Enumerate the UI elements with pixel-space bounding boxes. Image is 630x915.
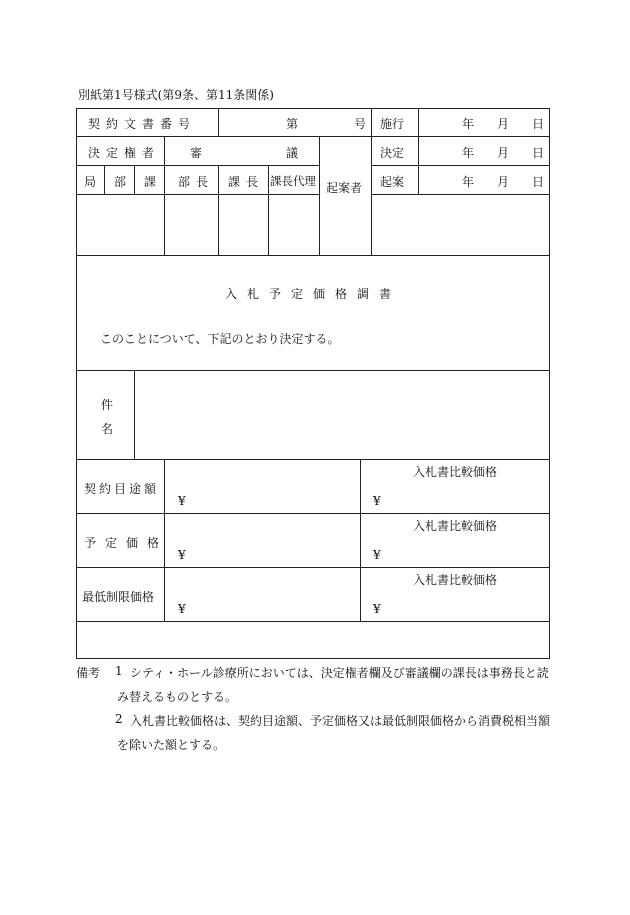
line-h3b xyxy=(371,194,550,195)
decision-sentence: このことについて、下記のとおり決定する。 xyxy=(100,332,340,346)
form-title: 別紙第1号様式(第9条、第11条関係) xyxy=(78,88,274,102)
kian-month: 月 xyxy=(497,175,510,189)
line-h9 xyxy=(76,621,550,622)
note-num-1: 1 xyxy=(115,664,123,678)
line-v-price-mid xyxy=(360,459,361,622)
kian-day: 日 xyxy=(532,175,545,189)
price-row-label-1: 契約目途額 xyxy=(84,482,160,496)
shiko-month: 月 xyxy=(497,117,510,131)
kettei-year: 年 xyxy=(462,146,475,160)
line-v-kiansha xyxy=(319,136,320,256)
line-h4 xyxy=(76,255,550,256)
line-v-shingi xyxy=(164,136,165,256)
ken-label: 件 xyxy=(101,398,114,412)
border-bottom xyxy=(76,658,550,659)
kiansha-label: 起案者 xyxy=(326,181,363,195)
shin-label: 審 xyxy=(190,146,203,160)
note-text-1b: み替えるものとする。 xyxy=(117,690,238,704)
kacho-label: 課長 xyxy=(228,175,265,189)
doc-heading: 入札予定価格調書 xyxy=(224,287,401,301)
line-h7 xyxy=(76,513,550,514)
kyoku-label: 局 xyxy=(84,175,97,189)
note-text-2b: を除いた額とする。 xyxy=(117,738,226,752)
dai-label: 第 xyxy=(286,117,299,131)
price-row-compare-label-3: 入札書比較価格 xyxy=(413,573,498,587)
price-row-yen-right-3: ¥ xyxy=(373,602,381,616)
bucho-label: 部長 xyxy=(178,175,215,189)
border-top xyxy=(76,108,550,109)
note-text-2a: 入札書比較価格は、契約目途額、予定価格又は最低制限価格から消費税相当額 xyxy=(130,714,551,728)
kettei-label: 決定 xyxy=(380,146,405,160)
note-num-2: 2 xyxy=(115,712,123,726)
line-v-bu xyxy=(134,165,135,195)
kian-label: 起案 xyxy=(380,175,405,189)
line-v-kyoku xyxy=(104,165,105,195)
note-text-1a: シティ・ホール診療所においては、決定権者欄及び審議欄の課長は事務長と読 xyxy=(130,666,549,680)
line-h2a xyxy=(76,165,319,166)
kian-year: 年 xyxy=(462,175,475,189)
line-h8 xyxy=(76,567,550,568)
kettei-day: 日 xyxy=(532,146,545,160)
border-left xyxy=(76,108,77,659)
price-row-label-3: 最低制限価格 xyxy=(82,590,155,604)
gou-label: 号 xyxy=(354,117,367,131)
line-h5 xyxy=(76,370,550,371)
line-v-kacho xyxy=(268,165,269,256)
line-h6 xyxy=(76,459,550,460)
contract-doc-no-label: 契約文書番号 xyxy=(88,117,197,131)
kettei-month: 月 xyxy=(497,146,510,160)
price-row-yen-left-3: ¥ xyxy=(178,602,186,616)
price-row-yen-right-1: ¥ xyxy=(373,494,381,508)
mei-label: 名 xyxy=(101,422,114,436)
price-row-compare-label-2: 入札書比較価格 xyxy=(413,519,498,533)
bu-label: 部 xyxy=(114,175,127,189)
ka-label: 課 xyxy=(144,175,157,189)
kettei-kensha-label: 決定権者 xyxy=(88,146,161,160)
line-h1 xyxy=(76,136,550,137)
line-v-kenmei xyxy=(134,370,135,460)
price-row-label-2: 予定価格 xyxy=(84,536,169,550)
price-row-compare-label-1: 入札書比較価格 xyxy=(413,465,498,479)
line-v-bucho xyxy=(218,165,219,256)
note-head: 備考 xyxy=(76,666,101,680)
border-right xyxy=(549,108,550,659)
price-row-yen-right-2: ¥ xyxy=(373,548,381,562)
line-v-right-block xyxy=(371,108,372,256)
line-v-docno xyxy=(218,108,219,137)
gi-label: 議 xyxy=(286,146,299,160)
shiko-label: 施行 xyxy=(380,117,405,131)
price-row-yen-left-1: ¥ xyxy=(178,494,186,508)
price-row-yen-left-2: ¥ xyxy=(178,548,186,562)
shiko-day: 日 xyxy=(532,117,545,131)
line-v-date-label xyxy=(418,108,419,195)
kacho-dairi-label: 課長代理 xyxy=(270,174,316,188)
line-h2b xyxy=(371,165,550,166)
line-h3a xyxy=(76,194,319,195)
shiko-year: 年 xyxy=(462,117,475,131)
